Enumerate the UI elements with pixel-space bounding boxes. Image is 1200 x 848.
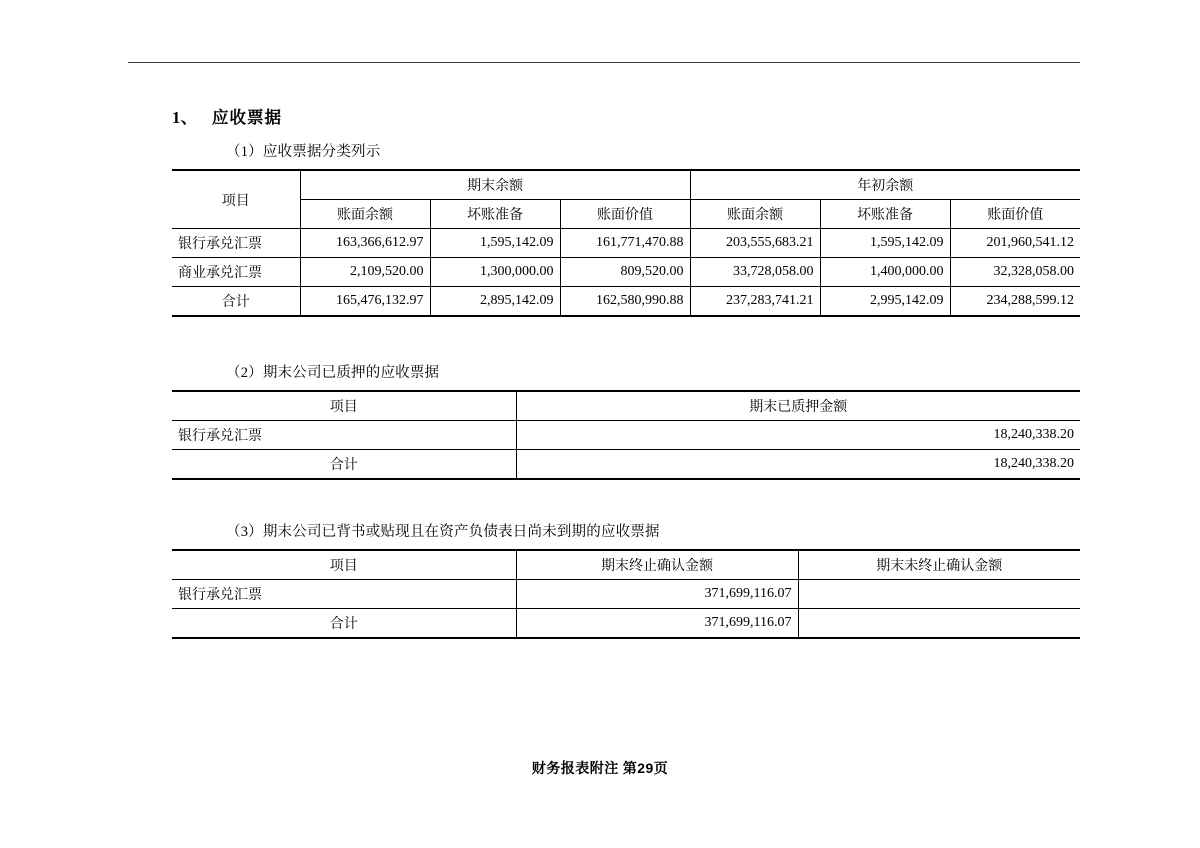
cell-value bbox=[798, 609, 1080, 639]
cell-value: 2,109,520.00 bbox=[300, 258, 430, 287]
cell-value: 203,555,683.21 bbox=[690, 229, 820, 258]
column-header-pledged-amount: 期末已质押金额 bbox=[516, 391, 1080, 421]
column-header-book-value-begin: 账面价值 bbox=[950, 200, 1080, 229]
cell-value: 809,520.00 bbox=[560, 258, 690, 287]
spacer bbox=[172, 480, 1080, 520]
spacer bbox=[172, 317, 1080, 361]
table-row bbox=[172, 580, 1080, 609]
table-header-row bbox=[172, 391, 1080, 421]
table-subheader-row bbox=[172, 200, 1080, 229]
cell-value: 18,240,338.20 bbox=[516, 450, 1080, 480]
column-header-book-balance-begin: 账面余额 bbox=[690, 200, 820, 229]
column-header-not-derecognized-amount: 期末未终止确认金额 bbox=[798, 550, 1080, 580]
group-header-ending-balance: 期末余额 bbox=[300, 170, 690, 200]
cell-value: 33,728,058.00 bbox=[690, 258, 820, 287]
row-label-total: 合计 bbox=[172, 450, 516, 480]
row-label-total: 合计 bbox=[172, 609, 516, 639]
cell-value: 165,476,132.97 bbox=[300, 287, 430, 317]
cell-value: 32,328,058.00 bbox=[950, 258, 1080, 287]
cell-value: 1,595,142.09 bbox=[430, 229, 560, 258]
cell-value: 2,995,142.09 bbox=[820, 287, 950, 317]
cell-value: 371,699,116.07 bbox=[516, 609, 798, 639]
page-content bbox=[172, 104, 1080, 639]
cell-value: 161,771,470.88 bbox=[560, 229, 690, 258]
section-number: 1、 bbox=[172, 108, 198, 127]
row-label: 商业承兑汇票 bbox=[172, 258, 300, 287]
column-header-book-value-end: 账面价值 bbox=[560, 200, 690, 229]
column-header-item: 项目 bbox=[172, 391, 516, 421]
cell-value: 237,283,741.21 bbox=[690, 287, 820, 317]
column-header-book-balance-end: 账面余额 bbox=[300, 200, 430, 229]
footer-page-prefix: 第 bbox=[622, 762, 638, 777]
footer-label: 财务报表附注 bbox=[531, 762, 619, 777]
subsection-1-heading: （1）应收票据分类列示 bbox=[226, 144, 381, 160]
receivable-notes-classification-table bbox=[172, 169, 1080, 317]
table-total-row bbox=[172, 450, 1080, 480]
table-row bbox=[172, 421, 1080, 450]
page-top-rule bbox=[128, 62, 1080, 63]
cell-value: 163,366,612.97 bbox=[300, 229, 430, 258]
cell-value: 1,300,000.00 bbox=[430, 258, 560, 287]
section-heading bbox=[172, 104, 1080, 128]
table-row bbox=[172, 258, 1080, 287]
cell-value bbox=[798, 580, 1080, 609]
endorsed-discounted-notes-table bbox=[172, 549, 1080, 639]
column-header-derecognized-amount: 期末终止确认金额 bbox=[516, 550, 798, 580]
column-header-item: 项目 bbox=[172, 550, 516, 580]
footer-page-suffix: 页 bbox=[653, 762, 669, 777]
table-total-row bbox=[172, 287, 1080, 317]
cell-value: 162,580,990.88 bbox=[560, 287, 690, 317]
page-footer bbox=[0, 758, 1200, 778]
column-header-bad-debt-begin: 坏账准备 bbox=[820, 200, 950, 229]
cell-value: 201,960,541.12 bbox=[950, 229, 1080, 258]
column-header-bad-debt-end: 坏账准备 bbox=[430, 200, 560, 229]
table-header-row bbox=[172, 550, 1080, 580]
cell-value: 18,240,338.20 bbox=[516, 421, 1080, 450]
cell-value: 1,400,000.00 bbox=[820, 258, 950, 287]
cell-value: 1,595,142.09 bbox=[820, 229, 950, 258]
cell-value: 371,699,116.07 bbox=[516, 580, 798, 609]
row-label: 银行承兑汇票 bbox=[172, 229, 300, 258]
row-label: 银行承兑汇票 bbox=[172, 580, 516, 609]
footer-page-number: 29 bbox=[637, 760, 654, 776]
column-header-item: 项目 bbox=[172, 170, 300, 229]
group-header-beginning-balance: 年初余额 bbox=[690, 170, 1080, 200]
cell-value: 2,895,142.09 bbox=[430, 287, 560, 317]
table-header-row bbox=[172, 170, 1080, 200]
subsection-2-heading: （2）期末公司已质押的应收票据 bbox=[226, 365, 440, 381]
table-total-row bbox=[172, 609, 1080, 639]
table-row bbox=[172, 229, 1080, 258]
cell-value: 234,288,599.12 bbox=[950, 287, 1080, 317]
subsection-3-heading: （3）期末公司已背书或贴现且在资产负债表日尚未到期的应收票据 bbox=[226, 524, 660, 540]
section-title: 应收票据 bbox=[212, 108, 282, 127]
row-label: 银行承兑汇票 bbox=[172, 421, 516, 450]
pledged-notes-table bbox=[172, 390, 1080, 480]
row-label-total: 合计 bbox=[172, 287, 300, 317]
